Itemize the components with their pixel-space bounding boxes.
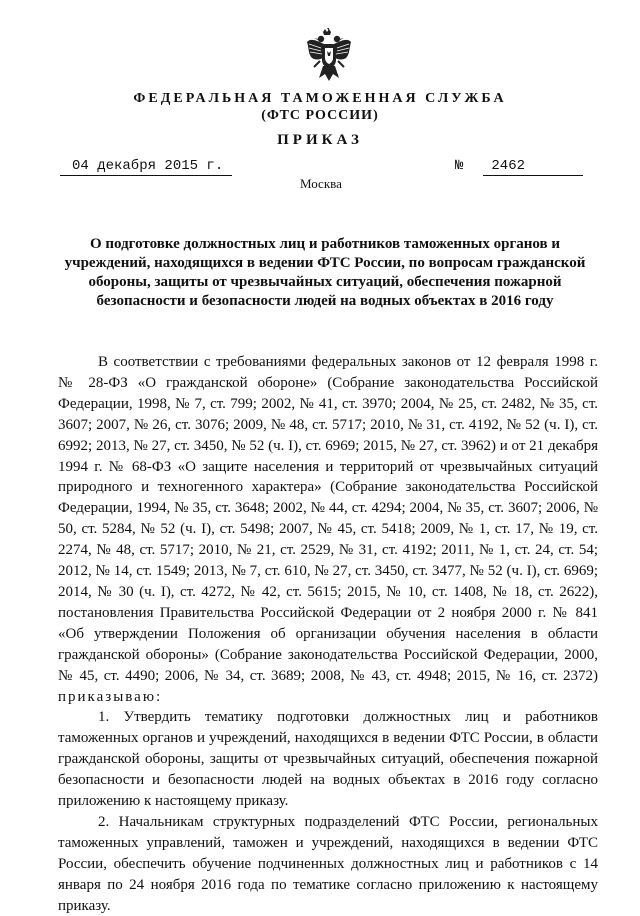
item-1-paragraph: 1. Утвердить тематику подготовки должностных лиц и работников таможенных органов и учреждений, находящихся в ведении ФТС России, в области гражданской обороны, защиты от чрезвычайных ситуаций, обеспечения пожарной безопасности и безопасности людей на водных объектах в 2016 году согласно приложению к настоящему приказу. — [58, 709, 598, 810]
agency-name: ФЕДЕРАЛЬНАЯ ТАМОЖЕННАЯ СЛУЖБА — [133, 91, 507, 106]
document-type: ПРИКАЗ — [277, 132, 363, 148]
coat-of-arms-emblem-icon — [306, 28, 352, 82]
order-word: приказываю: — [58, 688, 163, 705]
item-2-paragraph: 2. Начальникам структурных подразделений ФТС России, региональных таможенных управлений, таможен и учреждений, находящихся в ведении ФТС России, обеспечить обучение подчиненных должностных лиц и работников с 14 января по 24 ноября 2016 года по тематике согласно приложению к настоящему приказу. — [58, 813, 598, 914]
order-number-label: № — [455, 158, 464, 174]
order-number-value: 2462 — [491, 158, 526, 174]
order-date: 04 декабря 2015 г. — [60, 158, 232, 176]
agency-abbreviation: (ФТС РОССИИ) — [261, 108, 379, 123]
issue-city: Москва — [300, 176, 342, 191]
preamble-paragraph — [58, 352, 598, 707]
order-subject: О подготовке должностных лиц и работников таможенных органов и учреждений, находящихся в ведении ФТС России, по вопросам гражданской обороны, защиты от чрезвычайных ситуаций, обеспечения пожарной безопасности и безопасности людей на водных объектах в 2016 году — [64, 236, 586, 309]
order-body — [58, 352, 598, 916]
order-number — [483, 158, 583, 176]
preamble-text: В соответствии с требованиями федеральных законов от 12 февраля 1998 г. № 28-ФЗ «О гражданской обороне» (Собрание законодательства Российской Федерации, 1998, № 7, ст. 799; 2002, № 41, ст. 3970; 2004, № 25, ст. 2482, № 35, ст. 3607; 2007, № 26, ст. 3076; 2009, № 48, ст. 5717; 2010, № 31, ст. 4192, № 52 (ч. I), ст. 6992; 2013, № 27, ст. 3450, № 52 (ч. I), ст. 6969; 2015, № 27, ст. 3962) и от 21 декабря 1994 г. № 68-ФЗ «О защите населения и территорий от чрезвычайных ситуаций природного и техногенного характера» (Собрание законодательства Российской Федерации, 1994, № 35, ст. 3648; 2002, № 44, ст. 4294; 2004, № 35, ст. 3607; 2006, № 50, ст. 5284, № 52 (ч. I), ст. 5498; 2007, № 45, ст. 5418; 2009, № 1, ст. 17, № 19, ст. 2274, № 48, ст. 5717; 2010, № 21, ст. 2529, № 31, ст. 4192; 2011, № 1, ст. 24, ст. 54; 2012, № 14, ст. 1549; 2013, № 7, ст. 610, № 27, ст. 3450, ст. 3477, № 52 (ч. I), ст. 6969; 2014, № 30 (ч. I), ст. 4272, № 42, ст. 5615; 2015, № 10, ст. 1408, № 18, ст. 2622), постановления Правительства Российской Федерации от 2 ноября 2000 г. № 841 «Об утверждении Положения об организации обучения населения в области гражданской обороны» (Собрание законодательства Российской Федерации, 2000, № 45, ст. 4490; 2006, № 34, ст. 3689; 2008, № 43, ст. 4948; 2015, № 16, ст. 2372) — [58, 354, 598, 684]
